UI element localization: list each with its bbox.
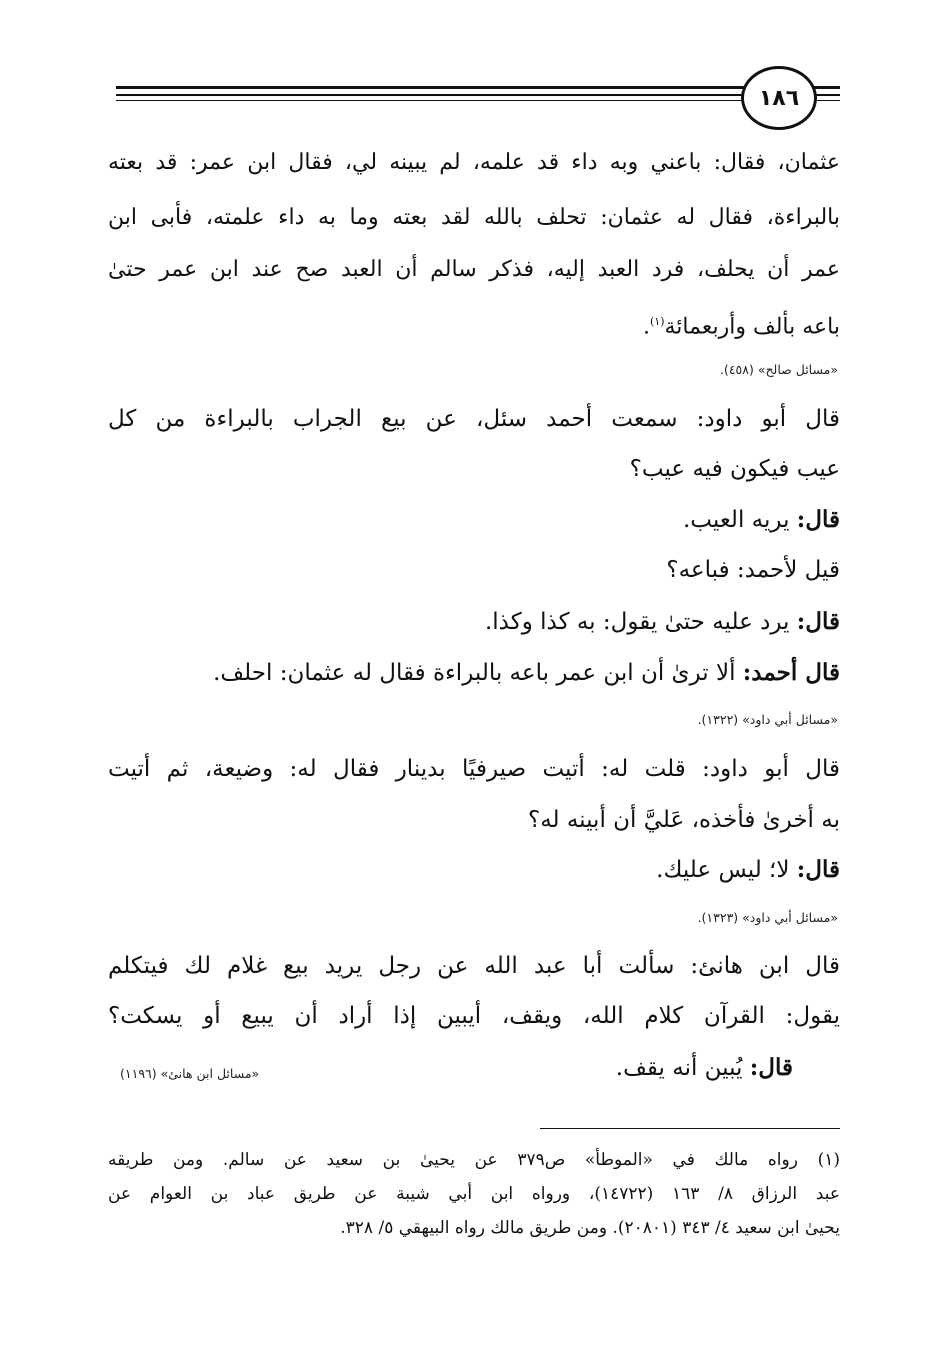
text-line: بالبراءة، فقال له عثمان: تحلف بالله لقد بعته وما به داء علمته، فأبى ابن	[108, 205, 840, 230]
text-line: عمر أن يحلف، فرد العبد إليه، فذكر سالم أن العبد صح عند ابن عمر حتىٰ	[108, 257, 840, 282]
text-segment: باعه بألف وأربعمائة	[664, 314, 840, 340]
qa-text: لا؛ ليس عليك.	[656, 857, 790, 883]
text-line: عيب فيكون فيه عيب؟	[629, 456, 840, 482]
text-line: عثمان، فقال: باعني وبه داء قد علمه، لم يبينه لي، فقال ابن عمر: قد بعته	[108, 150, 840, 175]
qa-line	[108, 658, 840, 688]
text-line: يقول: القرآن كلام الله، ويقف، أيبين إذا أراد أن يبيع أو يسكت؟	[108, 1003, 840, 1029]
text-line: قال أبو داود: قلت له: أتيت صيرفيًا بدينار فقال له: وضيعة، ثم أتيت	[108, 756, 840, 782]
source-citation: «مسائل ابن هانئ» (١١٩٦)	[120, 1066, 260, 1081]
text-line: به أخرىٰ فأخذه، عَليَّ أن أبينه له؟	[527, 807, 840, 833]
footnote-line: عبد الرزاق ٨/ ١٦٣ (١٤٧٢٢)، ورواه ابن أبي شيبة عن طريق عباد بن العوام عن	[108, 1184, 840, 1204]
speaker-label: قال:	[749, 1054, 793, 1081]
text-line: قال ابن هانئ: سألت أبا عبد الله عن رجل يريد بيع غلام لك فيتكلم	[108, 953, 840, 979]
qa-line: قيل لأحمد: فباعه؟	[666, 557, 840, 583]
speaker-label: قال:	[796, 506, 840, 533]
speaker-label: قال:	[796, 856, 840, 883]
qa-text: يُبين أنه يقف.	[615, 1055, 743, 1081]
source-citation: «مسائل صالح» (٤٥٨).	[719, 362, 838, 377]
footnote-line: يحيىٰ ابن سعيد ٤/ ٣٤٣ (٢٠٨٠١). ومن طريق مالك رواه البيهقي ٥/ ٣٢٨.	[340, 1218, 840, 1238]
source-citation: «مسائل أبي داود» (١٣٢٢).	[697, 712, 838, 727]
header-rule	[116, 100, 840, 101]
header-rule	[116, 94, 840, 96]
text-line: قال أبو داود: سمعت أحمد سئل، عن بيع الجراب بالبراءة من كل	[108, 406, 840, 432]
speaker-label: قال أحمد:	[742, 659, 840, 686]
page-number: ١٨٦	[741, 66, 817, 130]
qa-line	[108, 607, 840, 637]
source-citation: «مسائل أبي داود» (١٣٢٣).	[697, 910, 838, 925]
qa-text: ألا ترىٰ أن ابن عمر باعه بالبراءة فقال له عثمان: احلف.	[213, 660, 736, 686]
text-line	[108, 307, 840, 342]
qa-line	[616, 1053, 793, 1083]
qa-text: يرد عليه حتىٰ يقول: به كذا وكذا.	[484, 609, 790, 635]
text-segment: .	[643, 314, 650, 340]
speaker-label: قال:	[796, 608, 840, 635]
qa-text: يريه العيب.	[683, 507, 790, 533]
header-rule	[116, 86, 840, 89]
footnote-reference[interactable]: (١)	[650, 315, 665, 328]
footnote-separator	[540, 1128, 840, 1129]
qa-line	[108, 505, 840, 535]
footnote-line: (١) رواه مالك في «الموطأ» ص٣٧٩ عن يحيىٰ بن سعيد عن سالم. ومن طريقه	[108, 1150, 840, 1170]
qa-line	[108, 855, 840, 885]
